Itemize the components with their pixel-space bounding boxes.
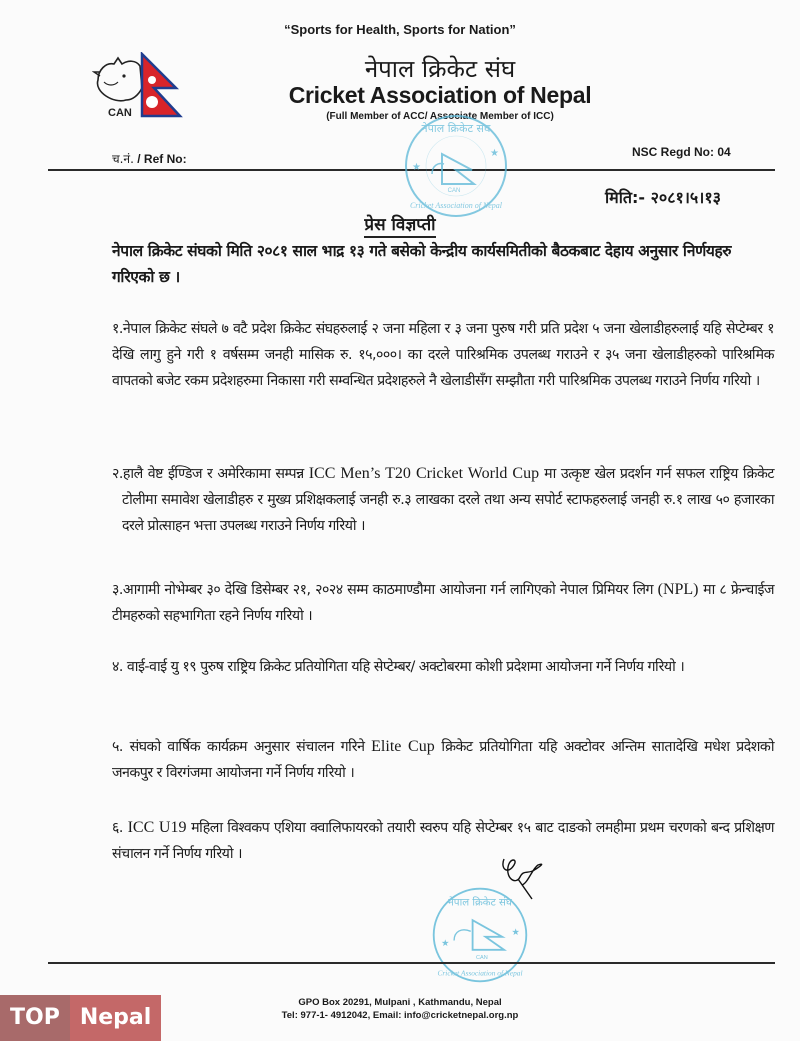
svg-text:★: ★ (490, 148, 499, 159)
org-membership: (Full Member of ACC/ Associate Member of ICC) (326, 111, 554, 122)
paragraph-number: ३. (112, 582, 123, 598)
footer-contact: Tel: 977-1- 4912042, Email: info@cricketnepal.org.np (281, 1010, 519, 1021)
org-name-nepali: नेपाल क्रिकेट संघ (364, 55, 516, 83)
paragraph-text-english: (NPL) (657, 581, 699, 598)
decision-paragraph-1 (112, 316, 774, 394)
org-name-english: Cricket Association of Nepal (288, 82, 592, 108)
svg-text:★: ★ (412, 162, 421, 173)
svg-text:Cricket Association of Nepal: Cricket Association of Nepal (437, 968, 523, 978)
paragraph-number: १. (112, 321, 123, 337)
stamp-icon (402, 112, 510, 220)
intro-text: नेपाल क्रिकेट संघको मिति २०८१ साल भाद्र १३ गते बसेको केन्द्रीय कार्यसमितीको बैठकबाट देहाय अनुसार निर्णयहरु गरिएको छ । (112, 242, 732, 286)
official-stamp-top (402, 112, 510, 220)
paragraph-text-before: संघको वार्षिक कार्यक्रम अनुसार संचालन गरिने (129, 739, 372, 755)
press-release-title (0, 212, 800, 235)
paragraph-number: ६. (112, 820, 123, 836)
svg-text:नेपाल क्रिकेट संघ: नेपाल क्रिकेट संघ (421, 122, 491, 135)
nsc-registration: NSC Regd No: 04 (632, 145, 731, 159)
watermark-nepal: Nepal (70, 995, 161, 1041)
paragraph-text-after: मा ८ फ्रेन्चाईज टीमहरुको सहभागिता रहने निर्णय गरियो । (112, 582, 774, 624)
paragraph-text-after: महिला विश्वकप एशिया क्वालिफायरको तयारी स्वरुप यहि सेप्टेम्बर १५ बाट दाङको लमहीमा प्रथम चरणको बन्द प्रशिक्षण संचालन गर्ने निर्णय गरियो । (112, 820, 775, 862)
svg-text:CAN: CAN (108, 107, 132, 118)
footer-address: GPO Box 20291, Mulpani , Kathmandu, Nepal (298, 997, 502, 1008)
top-nepal-watermark (0, 995, 161, 1041)
paragraph-number: ५. (112, 739, 123, 755)
svg-text:★: ★ (441, 938, 450, 950)
paragraph-number: २. (112, 466, 123, 482)
paragraph-number: ४. (112, 659, 123, 675)
paragraph-text-english: Elite Cup (371, 738, 435, 755)
tagline: “Sports for Health, Sports for Nation” (284, 22, 516, 37)
svg-text:CAN: CAN (475, 955, 488, 962)
stamp-icon (430, 885, 530, 985)
paragraph-text: वाई-वाई यु १९ पुरुष राष्ट्रिय क्रिकेट प्रतियोगिता यहि सेप्टेम्बर/ अक्टोबरमा कोशी प्रदेशमा आयोजना गर्ने निर्णय गरियो । (126, 659, 685, 675)
decision-paragraph-3 (112, 577, 774, 629)
paragraph-text-before: हालै वेष्ट ईण्डिज र अमेरिकामा सम्पन्न (122, 466, 309, 482)
title-text: प्रेस विज्ञप्ती (364, 215, 435, 238)
decision-paragraph-6 (112, 815, 774, 867)
decision-paragraph-2 (112, 461, 774, 539)
paragraph-text-before: आगामी नोभेम्बर ३० देखि डिसेम्बर २१, २०२४ सम्म काठमाण्डौमा आयोजना गर्न लागिएको नेपाल प्रिमियर लिग (122, 582, 658, 598)
watermark-top: TOP (0, 995, 70, 1041)
svg-text:नेपाल क्रिकेट संघ: नेपाल क्रिकेट संघ (448, 897, 512, 909)
paragraph-text-english: ICC U19 (127, 819, 187, 836)
paragraph-text-after: मा उत्कृष्ट खेल प्रदर्शन गर्न सफल राष्ट्रिय क्रिकेट टोलीमा समावेश खेलाडीहरु र मुख्य प्रशिक्षकलाई जनही रु.३ लाखका दरले तथा अन्य सपोर्ट स्टाफहरुलाई जनही रु.१ लाख ५० हजारका दरले प्रोत्साहन भत्ता उपलब्ध गराउने निर्णय गरियो । (122, 466, 774, 534)
paragraph-text: नेपाल क्रिकेट संघले ७ वटै प्रदेश क्रिकेट संघहरुलाई २ जना महिला र ३ जना पुरुष गरी प्रति प्रदेश ५ जना खेलाडीहरुलाई यहि सेप्टेम्बर १ देखि लागु हुने गरी १ वर्षसम्म जनही मासिक रु. १५,०००। का दरले पारिश्रमिक उपलब्ध गराउने र ३५ जना खेलाडीहरुको पारिश्रमिक वापतको बजेट रकम प्रदेशहरुमा निकासा गरी सम्वन्धित प्रदेशहरुले नै खेलाडीसँग सम्झौता गरी पारिश्रमिक उपलब्ध गराउने निर्णय गरियो । (112, 321, 774, 389)
ref-number (112, 150, 187, 167)
decision-paragraph-4 (112, 654, 774, 680)
ref-label-english: / Ref No: (137, 152, 187, 166)
decision-paragraph-5 (112, 734, 774, 786)
document-date: मिति:- २०८१।५।१३ (605, 188, 721, 207)
svg-text:Cricket Association of Nepal: Cricket Association of Nepal (409, 201, 503, 210)
footer-divider (48, 962, 775, 964)
official-stamp-bottom (430, 885, 530, 985)
paragraph-text-english: ICC Men’s T20 Cricket World Cup (308, 465, 540, 482)
ref-label-nepali: च.नं. (112, 152, 134, 166)
svg-text:CAN: CAN (447, 188, 461, 194)
paragraph-text-after: क्रिकेट प्रतियोगिता यहि अक्टोवर अन्तिम सातादेखि मधेश प्रदेशको जनकपुर र विरगंजमा आयोजना गर्ने निर्णय गरियो । (112, 739, 774, 781)
svg-text:★: ★ (511, 927, 520, 938)
